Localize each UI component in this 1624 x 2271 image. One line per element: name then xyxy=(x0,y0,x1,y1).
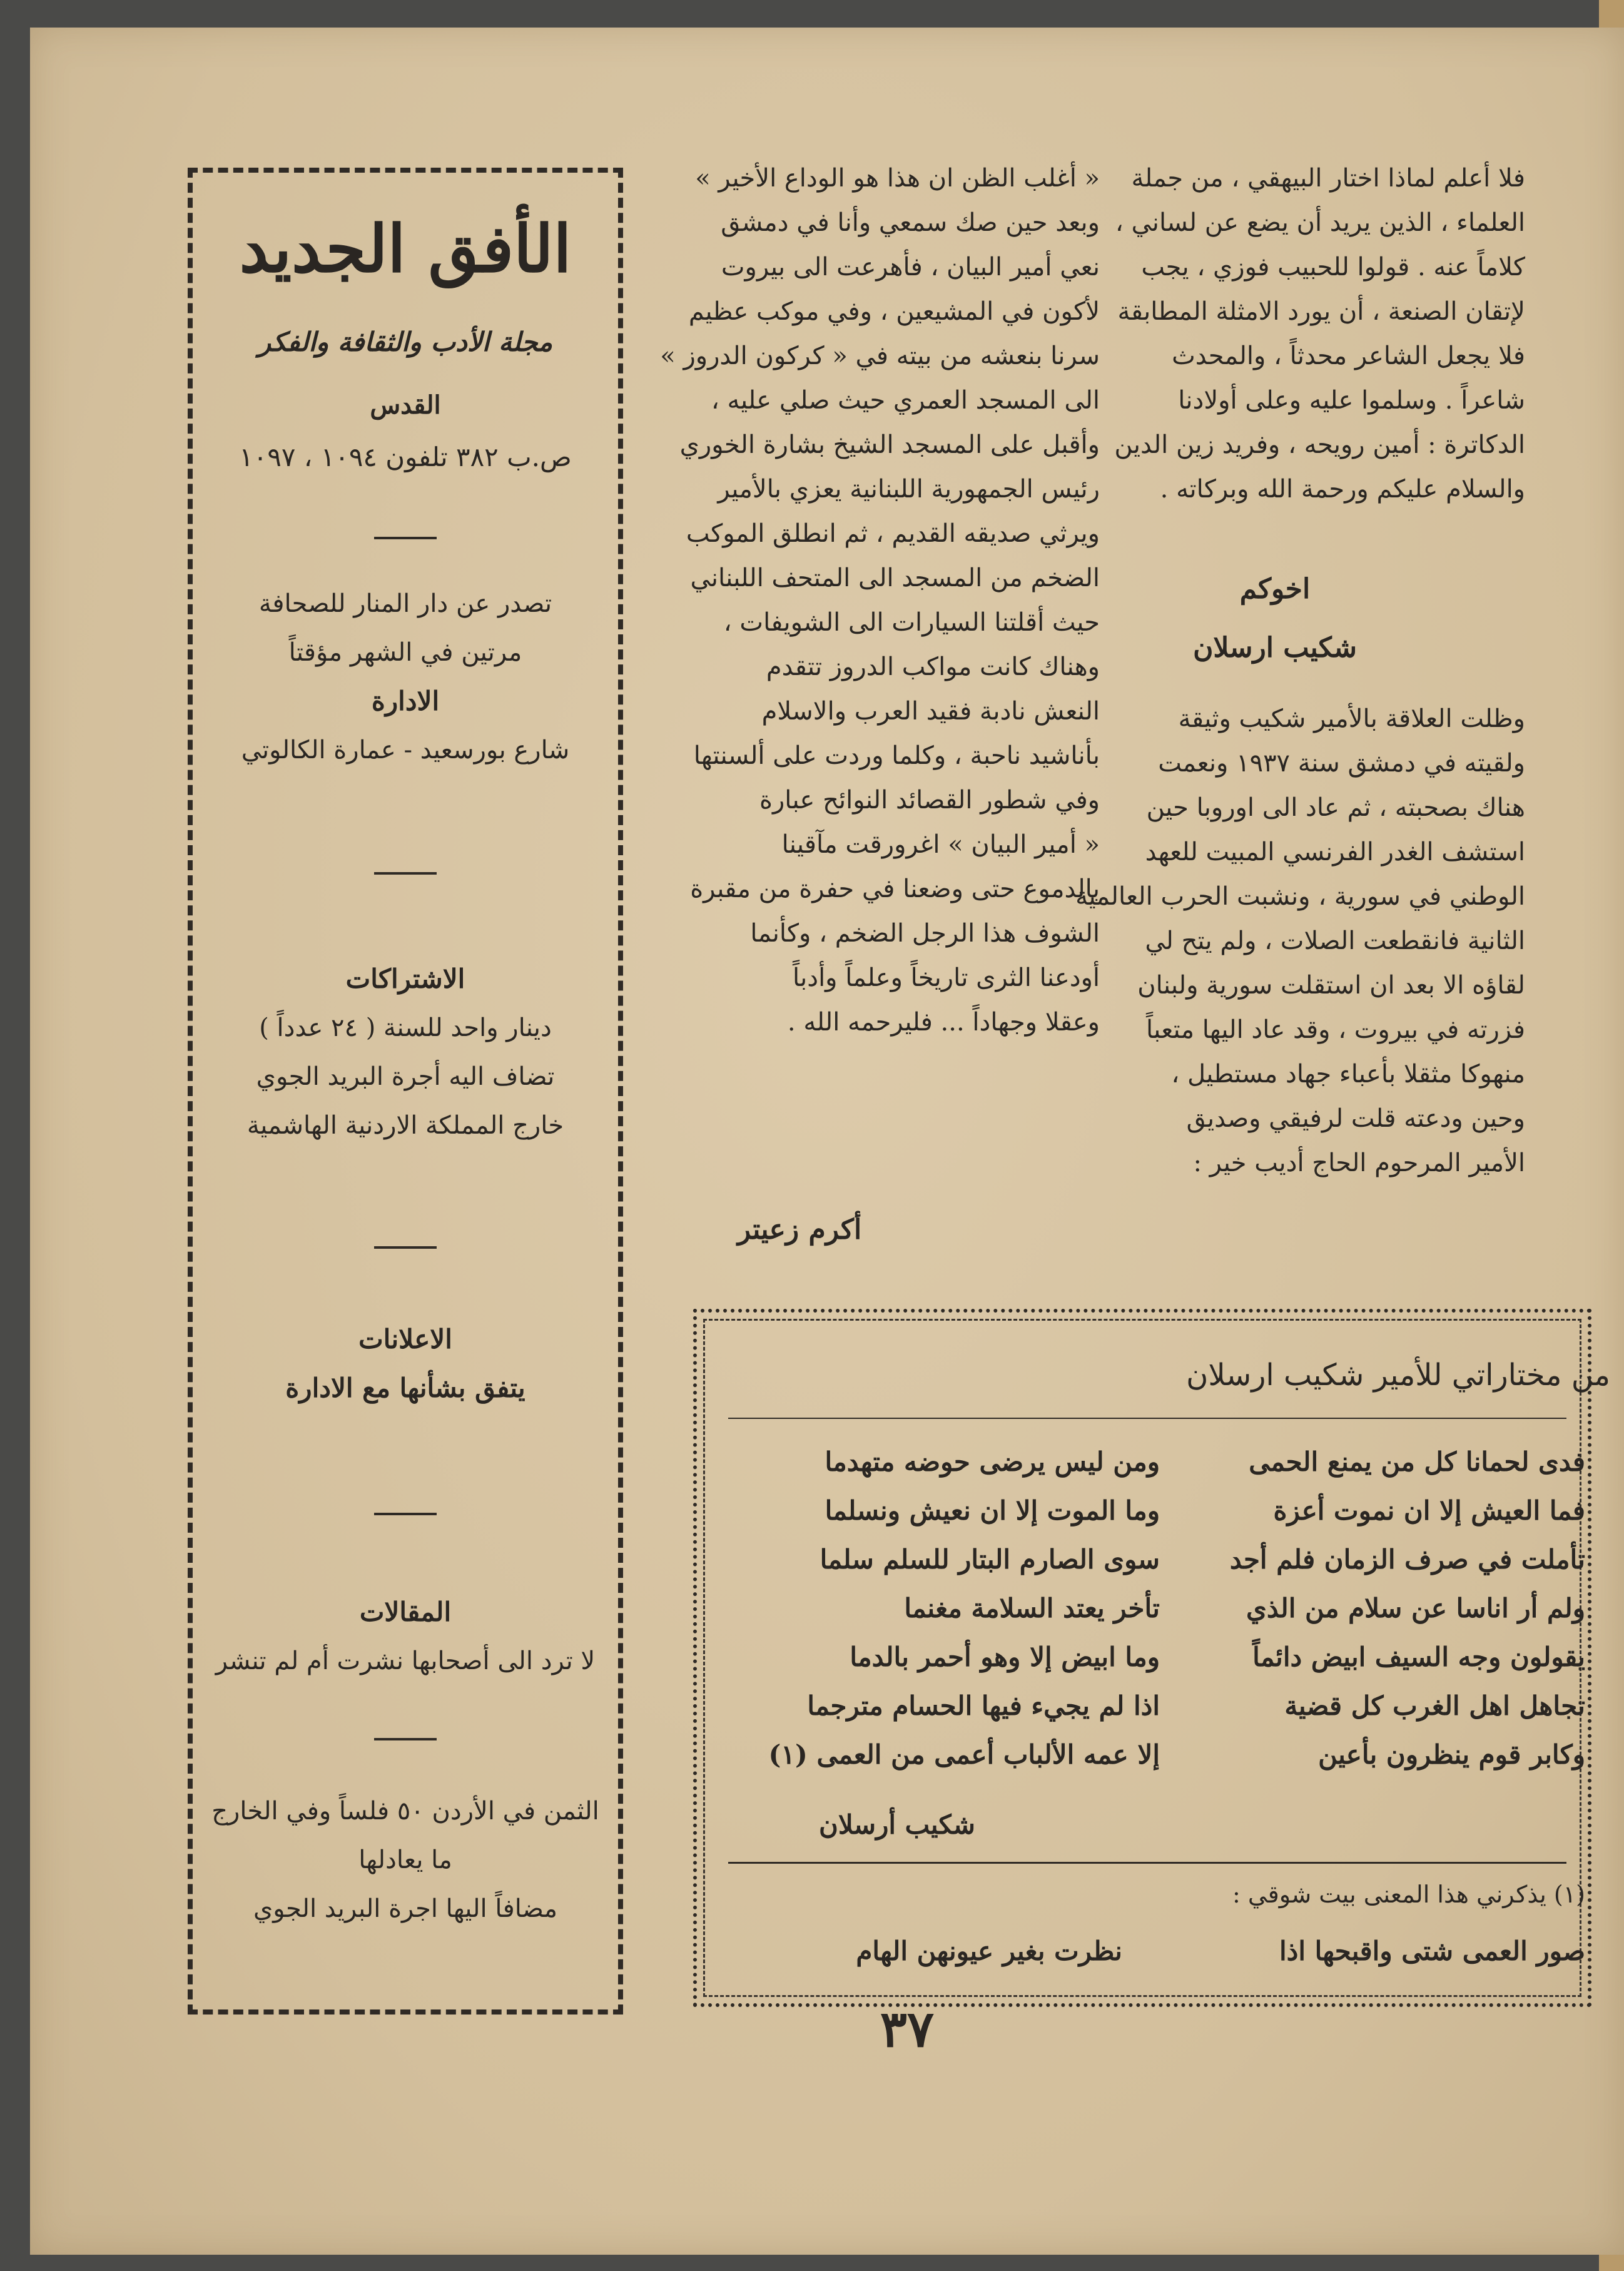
poem-line: فدى لحمانا كل من يمنع الحمى xyxy=(1249,1446,1585,1477)
divider xyxy=(374,537,437,539)
articles-line: لا ترد الى أصحابها نشرت أم لم تنشر xyxy=(215,1647,596,1675)
ads-line: يتفق بشأنها مع الادارة xyxy=(285,1373,525,1403)
article-right-part2 xyxy=(1075,697,1525,1186)
text-line: كلاماً عنه . قولوا للحبيب فوزي ، يجب xyxy=(1141,253,1525,282)
frequency-line: مرتين في الشهر مؤقتاً xyxy=(288,638,522,667)
city: القدس xyxy=(370,390,441,420)
footnote: (١) يذكرني هذا المعنى بيت شوقي : xyxy=(1232,1881,1585,1908)
price-line: الثمن في الأردن ٥٠ فلساً وفي الخارج xyxy=(211,1797,599,1826)
admin-address: شارع بورسعيد - عمارة الكالوتي xyxy=(241,736,570,765)
page-number: ٣٧ xyxy=(880,1999,934,2058)
text-line: منهوكا مثقلا بأعباء جهاد مستطيل ، xyxy=(1171,1060,1525,1089)
text-line: وفي شطور القصائد النوائح عبارة xyxy=(759,786,1100,815)
subscriptions-line: تضاف اليه أجرة البريد الجوي xyxy=(256,1062,555,1091)
subscriptions-info xyxy=(193,955,618,1150)
poem-line: اذا لم يجيء فيها الحسام مترجما xyxy=(807,1690,1160,1721)
text-line: فلا أعلم لماذا اختار البيهقي ، من جملة xyxy=(1131,164,1525,193)
poem-line: وما ابيض إلا وهو أحمر بالدما xyxy=(850,1642,1160,1672)
text-line: والسلام عليكم ورحمة الله وبركاته . xyxy=(1160,475,1525,504)
text-line: وهناك كانت مواكب الدروز تتقدم xyxy=(766,653,1100,681)
poem-title: من مختاراتي للأمير شكيب ارسلان xyxy=(1186,1358,1610,1393)
text-line: أودعنا الثرى تاريخاً وعلماً وأدباً xyxy=(792,963,1100,992)
divider xyxy=(374,1246,437,1249)
poem-line: وما الموت إلا ان نعيش ونسلما xyxy=(825,1495,1160,1526)
footnote-verse-second: نظرت بغير عيونهن الهام xyxy=(856,1936,1122,1966)
poem-line: ومن ليس يرضى حوضه متهدما xyxy=(825,1446,1160,1477)
divider xyxy=(374,872,437,875)
publisher-info xyxy=(193,579,618,775)
text-line: نعي أمير البيان ، فأهرعت الى بيروت xyxy=(721,253,1100,282)
divider xyxy=(374,1513,437,1515)
text-line: حيث أقلتنا السيارات الى الشويفات ، xyxy=(723,608,1100,637)
price-info xyxy=(193,1787,618,1933)
subscriptions-line: دينار واحد للسنة ( ٢٤ عدداً ) xyxy=(259,1014,552,1042)
admin-heading: الادارة xyxy=(371,686,440,716)
price-line: مضافاً اليها اجرة البريد الجوي xyxy=(253,1894,557,1923)
text-line: وظلت العلاقة بالأمير شكيب وثيقة xyxy=(1178,704,1525,733)
closing-salutation: اخوكم xyxy=(1239,573,1311,605)
ads-heading: الاعلانات xyxy=(358,1324,452,1354)
ads-info xyxy=(193,1315,618,1413)
magazine-subtitle: مجلة الأدب والثقافة والفكر xyxy=(258,327,553,357)
poem-line: فما العيش إلا ان نموت أعزة xyxy=(1273,1495,1585,1526)
text-line: الثانية فانقطعت الصلات ، ولم يتح لي xyxy=(1145,927,1525,955)
text-line: شاعراً . وسلموا عليه وعلى أولادنا xyxy=(1178,386,1525,415)
poem-line: وكابر قوم ينظرون بأعين xyxy=(1318,1739,1585,1770)
poem-line: تأخر يعتد السلامة مغنما xyxy=(904,1593,1160,1623)
text-line: النعش نادبة فقيد العرب والاسلام xyxy=(761,697,1100,726)
text-line: الوطني في سورية ، ونشبت الحرب العالمية xyxy=(1075,882,1525,911)
text-line: فزرته في بيروت ، وقد عاد اليها متعباً xyxy=(1145,1015,1525,1044)
text-line: وبعد حين صك سمعي وأنا في دمشق xyxy=(721,208,1100,237)
text-line: « أغلب الظن ان هذا هو الوداع الأخير » xyxy=(695,164,1100,193)
poem-line: إلا عمه الألباب أعمى من العمى (١) xyxy=(768,1739,1160,1770)
poem-author: شكيب أرسلان xyxy=(819,1809,975,1840)
divider xyxy=(728,1418,1566,1419)
text-line: لأكون في المشيعين ، وفي موكب عظيم xyxy=(688,297,1100,326)
divider xyxy=(374,1738,437,1740)
letter-signature: شكيب ارسلان xyxy=(1193,632,1357,664)
footnote-divider xyxy=(728,1862,1566,1864)
text-line: الأمير المرحوم الحاج أديب خير : xyxy=(1193,1149,1525,1177)
article-middle xyxy=(660,156,1100,1045)
poem-right-column xyxy=(1185,1438,1585,1779)
masthead-box xyxy=(188,168,623,2014)
text-line: فلا يجعل الشاعر محدثاً ، والمحدث xyxy=(1172,342,1525,370)
text-line: رئيس الجمهورية اللبنانية يعزي بالأمير xyxy=(718,475,1100,504)
text-line: الى المسجد العمري حيث صلي عليه ، xyxy=(711,386,1100,415)
contact-info: ص.ب ٣٨٢ تلفون ١٠٩٤ ، ١٠٩٧ xyxy=(239,442,572,472)
poem-left-column xyxy=(734,1438,1160,1779)
poem-box xyxy=(693,1309,1610,2007)
text-line: لإتقان الصنعة ، أن يورد الامثلة المطابقة xyxy=(1117,297,1525,326)
poem-line: تجاهل اهل الغرب كل قضية xyxy=(1284,1690,1585,1721)
text-line: ولقيته في دمشق سنة ١٩٣٧ ونعمت xyxy=(1158,749,1525,778)
text-line: وأقبل على المسجد الشيخ بشارة الخوري xyxy=(679,430,1100,459)
text-line: ويرثي صديقه القديم ، ثم انطلق الموكب xyxy=(686,519,1100,548)
publisher-line: تصدر عن دار المنار للصحافة xyxy=(258,589,552,618)
text-line: « أمير البيان » اغرورقت مآقينا xyxy=(781,830,1100,859)
poem-line: تأملت في صرف الزمان فلم أجد xyxy=(1229,1544,1585,1575)
poem-line: ولم أر اناسا عن سلام من الذي xyxy=(1246,1593,1585,1623)
text-line: الدكاترة : أمين رويحه ، وفريد زين الدين xyxy=(1114,430,1525,459)
articles-info xyxy=(193,1588,618,1685)
magazine-title: الأفق الجديد xyxy=(239,210,572,287)
text-line: بالدموع حتى وضعنا في حفرة من مقبرة xyxy=(690,875,1100,903)
poem-line: سوى الصارم البتار للسلم سلما xyxy=(820,1544,1160,1575)
price-line: ما يعادلها xyxy=(358,1846,452,1874)
article-right-part1 xyxy=(1114,156,1525,512)
text-line: استشف الغدر الفرنسي المبيت للعهد xyxy=(1145,838,1525,866)
footnote-verse-first: صور العمى شتى واقبحها اذا xyxy=(1279,1936,1585,1966)
text-line: لقاؤه الا بعد ان استقلت سورية ولبنان xyxy=(1137,971,1525,1000)
subscriptions-line: خارج المملكة الاردنية الهاشمية xyxy=(246,1111,564,1140)
articles-heading: المقالات xyxy=(359,1597,452,1627)
author-signature: أكرم زعيتر xyxy=(737,1214,862,1246)
poem-line: يقولون وجه السيف ابيض دائماً xyxy=(1252,1642,1585,1672)
text-line: وعقلا وجهاداً ... فليرحمه الله . xyxy=(787,1008,1100,1037)
text-line: الشوف هذا الرجل الضخم ، وكأنما xyxy=(750,919,1100,948)
text-line: الضخم من المسجد الى المتحف اللبناني xyxy=(690,564,1100,592)
text-line: سرنا بنعشه من بيته في « كركون الدروز » xyxy=(660,342,1100,370)
text-line: بأناشيد ناحبة ، وكلما وردت على ألسنتها xyxy=(693,741,1100,770)
subscriptions-heading: الاشتراكات xyxy=(345,963,465,994)
text-line: العلماء ، الذين يريد أن يضع عن لساني ، xyxy=(1115,208,1525,237)
text-line: هناك بصحبته ، ثم عاد الى اوروبا حين xyxy=(1146,793,1525,822)
text-line: وحين ودعته قلت لرفيقي وصديق xyxy=(1186,1104,1525,1133)
